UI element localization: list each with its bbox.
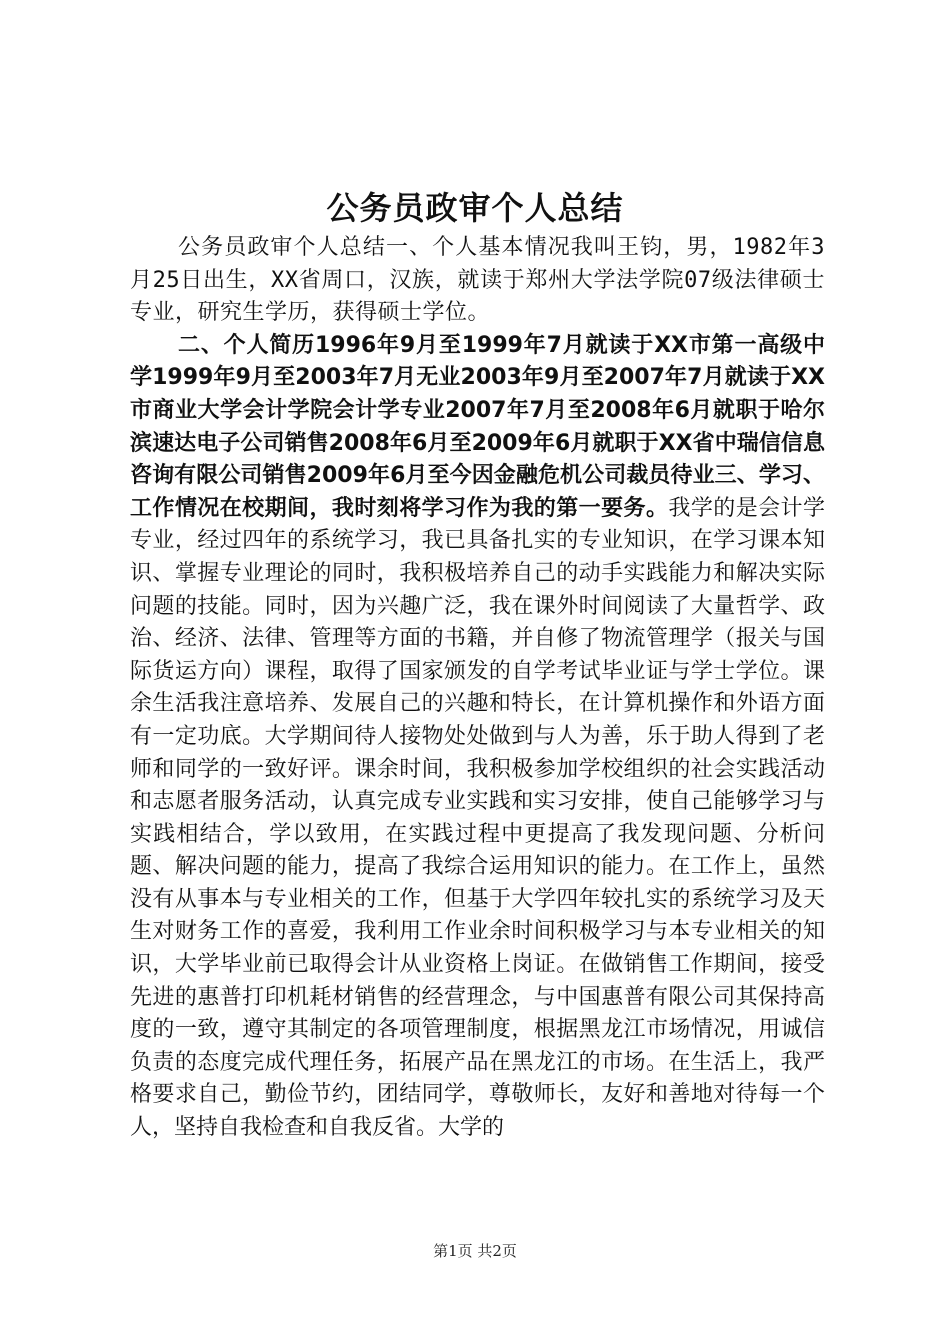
paragraph-resume xyxy=(130,330,825,1145)
paragraph-basic-info: 公务员政审个人总结一、个人基本情况我叫王钧，男，1982年3月25日出生，XX省周口，汉族，就读于郑州大学法学院07级法律硕士专业，研究生学历，获得硕士学位。 xyxy=(130,235,825,326)
document-title: 公务员政审个人总结 xyxy=(326,189,624,227)
page-footer: 第1页 共2页 xyxy=(433,1242,517,1260)
paragraph-resume-rest: 我学的是会计学专业，经过四年的系统学习，我已具备扎实的专业知识，在学习课本知识、掌握专业理论的同时，我积极培养自己的动手实践能力和解决实际问题的技能。同时，因为兴趣广泛，我在课外时间阅读了大量哲学、政治、经济、法律、管理等方面的书籍，并自修了物流管理学（报关与国际货运方向）课程，取得了国家颁发的自学考试毕业证与学士学位。课余生活我注意培养、发展自己的兴趣和特长，在计算机操作和外语方面有一定功底。大学期间待人接物处处做到与人为善，乐于助人得到了老师和同学的一致好评。课余时间，我积极参加学校组织的社会实践活动和志愿者服务活动，认真完成专业实践和实习安排，使自己能够学习与实践相结合，学以致用，在实践过程中更提高了我发现问题、分析问题、解决问题的能力，提高了我综合运用知识的能力。在工作上，虽然没有从事本与专业相关的工作，但基于大学四年较扎实的系统学习及天生对财务工作的喜爱，我利用工作业余时间积极学习与本专业相关的知识，大学毕业前已取得会计从业资格上岗证。在做销售工作期间，接受先进的惠普打印机耗材销售的经营理念，与中国惠普有限公司其保持高度的一致，遵守其制定的各项管理制度，根据黑龙江市场情况，用诚信负责的态度完成代理任务，拓展产品在黑龙江的市场。在生活上，我严格要求自己，勤俭节约，团结同学，尊敬师长，友好和善地对待每一个人，坚持自我检查和自我反省。大学的 xyxy=(130,495,825,1141)
document-body xyxy=(130,232,825,1145)
paragraph-resume-lead: 二、个人简历1996年9月至1999年7月就读于XX市第一高级中学1999年9月至2003年7月无业2003年9月至2007年7月就读于XX市商业大学会计学院会计学专业2007年7月至2008年6月就职于哈尔滨速达电子公司销售2008年6月至2009年6月就职于XX省中瑞信信息咨询有限公司销售2009年6月至今因金融危机公司裁员待业三、学习、工作情况在校期间，我时刻将学习作为我的第一要务。 xyxy=(130,332,825,521)
